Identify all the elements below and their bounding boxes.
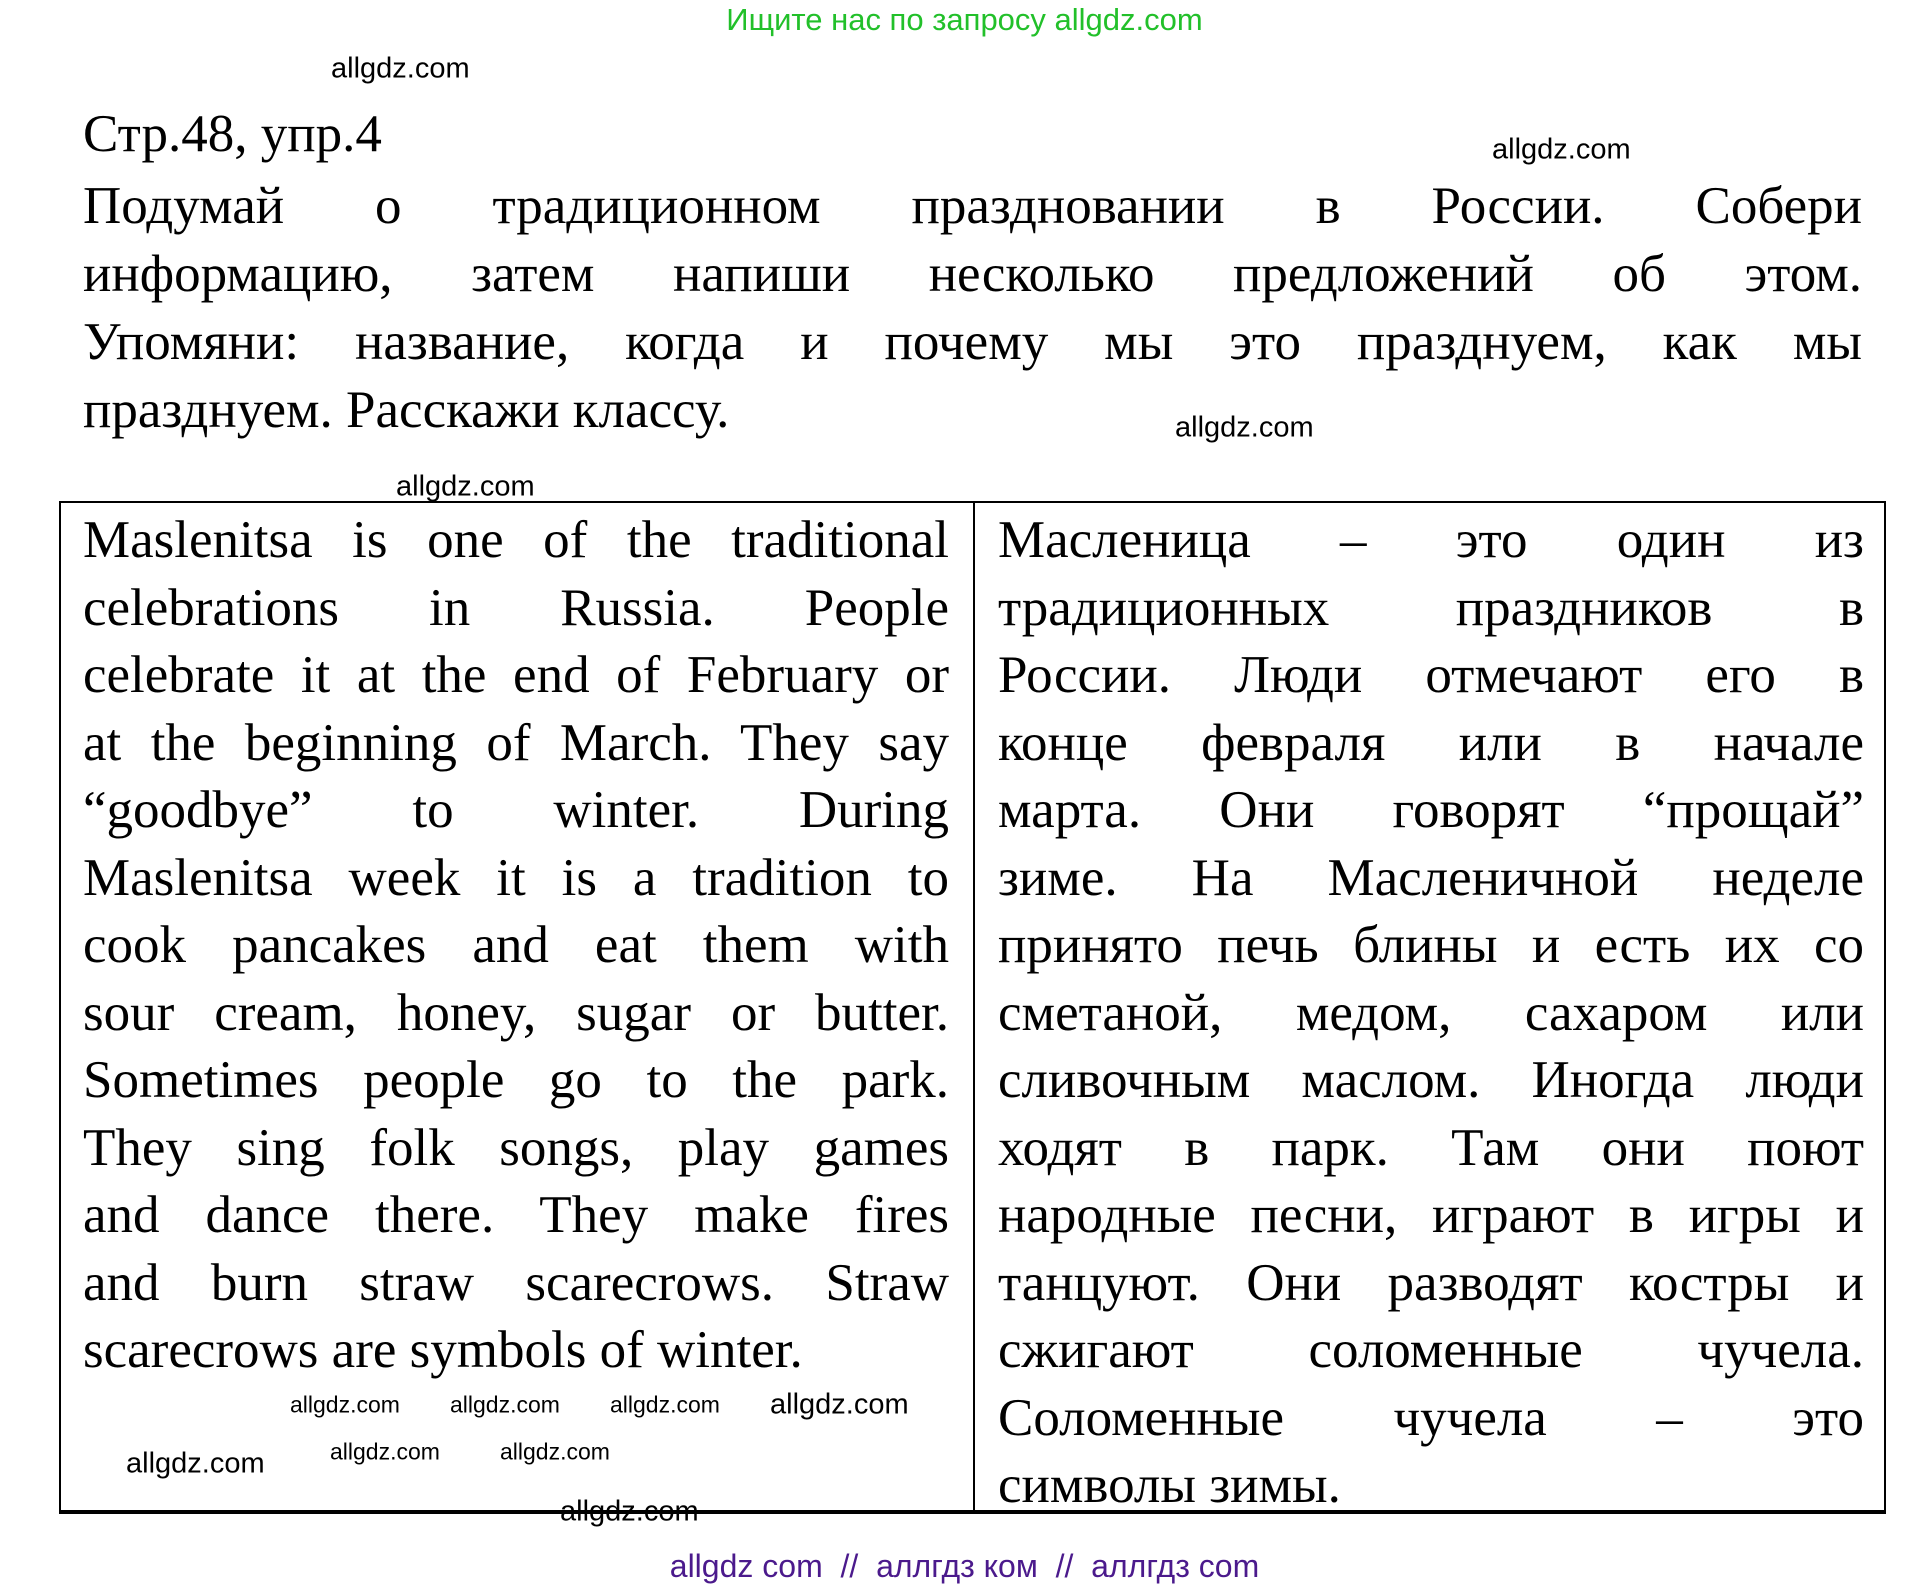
table-line: Sometimes people go to the park. (83, 1051, 949, 1109)
footer-links: allgdz com // аллгдз ком // аллгдз com (669, 1548, 1260, 1584)
russian-column (998, 507, 1864, 1520)
table-line: сметаной, медом, сахаром или (998, 983, 1864, 1042)
table-line: at the beginning of March. They say (83, 713, 949, 772)
search-hint: Ищите нас по запросу allgdz.com (726, 2, 1203, 37)
table-line: celebrations in Russia. People (83, 578, 949, 637)
table-line: “goodbye” to winter. During (83, 781, 949, 839)
table-line: России. Люди отмечают его в (998, 646, 1864, 704)
watermark: allgdz.com (1175, 411, 1314, 444)
task-line: празднуем. Расскажи классу. (83, 381, 730, 439)
watermark: allgdz.com (610, 1391, 720, 1418)
column-divider (973, 503, 975, 1510)
table-line: зиме. На Масленичной неделе (998, 848, 1864, 907)
table-line: танцуют. Они разводят костры и (998, 1253, 1864, 1312)
table-line: scarecrows are symbols of winter. (83, 1321, 803, 1379)
watermark: allgdz.com (396, 470, 535, 503)
table-line: ходят в парк. Там они поют (998, 1118, 1864, 1177)
table-line: Maslenitsa week it is a tradition to (83, 848, 949, 907)
table-line: Масленица – это один из (998, 511, 1864, 569)
table-line: They sing folk songs, play games (83, 1118, 949, 1177)
table-line: сливочным маслом. Иногда люди (998, 1051, 1864, 1109)
watermark: allgdz.com (770, 1388, 909, 1421)
answer-table (59, 501, 1886, 1514)
table-line: традиционных праздников в (998, 578, 1864, 637)
watermark: allgdz.com (500, 1438, 610, 1465)
table-line: принято печь блины и есть их со (998, 916, 1864, 974)
watermark: allgdz.com (290, 1391, 400, 1418)
table-line: конце февраля или в начале (998, 713, 1864, 772)
table-line: cook pancakes and eat them with (83, 916, 949, 974)
table-line: марта. Они говорят “прощай” (998, 781, 1864, 839)
page-title: Стр.48, упр.4 (83, 105, 382, 163)
watermark: allgdz.com (1492, 133, 1631, 166)
table-line: символы зимы. (998, 1456, 1341, 1514)
table-line: celebrate it at the end of February or (83, 646, 949, 704)
table-line: сжигают соломенные чучела. (998, 1321, 1864, 1379)
task-text (83, 172, 1862, 444)
task-line: Упомяни: название, когда и почему мы это празднуем, как мы (83, 313, 1862, 371)
watermark: allgdz.com (331, 52, 470, 85)
watermark: allgdz.com (450, 1391, 560, 1418)
table-line: and burn straw scarecrows. Straw (83, 1253, 949, 1312)
table-line: and dance there. They make fires (83, 1186, 949, 1244)
english-column (83, 507, 949, 1385)
table-line: народные песни, играют в игры и (998, 1186, 1864, 1244)
watermark: allgdz.com (126, 1447, 265, 1480)
table-line: sour cream, honey, sugar or butter. (83, 983, 949, 1042)
task-line: информацию, затем напиши несколько предложений об этом. (83, 245, 1862, 303)
task-line: Подумай о традиционном праздновании в России. Собери (83, 177, 1862, 235)
watermark: allgdz.com (560, 1495, 699, 1528)
table-line: Maslenitsa is one of the traditional (83, 511, 949, 569)
watermark: allgdz.com (330, 1438, 440, 1465)
table-line: Соломенные чучела – это (998, 1388, 1864, 1447)
